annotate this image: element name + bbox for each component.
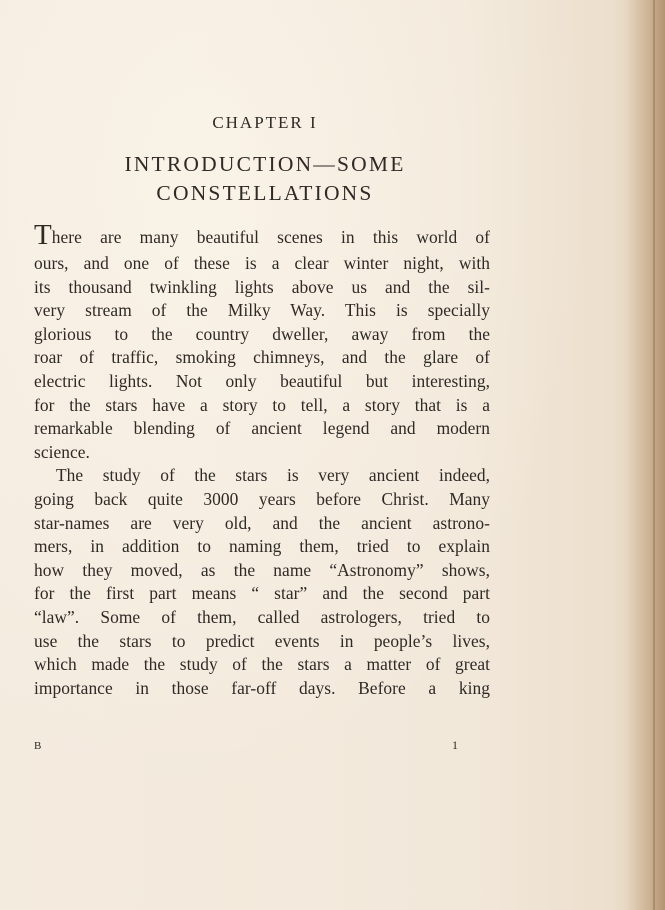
text-line: The study of the stars is very ancient indeed, [56,465,490,486]
text-line: science. [34,441,90,462]
page-edge-line [653,0,655,910]
text-line: “law”. Some of them, called astrologers, tried to [34,606,490,627]
chapter-heading: CHAPTER I [212,113,318,132]
text-line: how they moved, as the name “Astronomy” shows, [34,559,490,580]
text-line: mers, in addition to naming them, tried to explain [34,536,490,557]
text-line: going back quite 3000 years before Christ. Many [34,488,490,509]
text-line: There are many beautiful scenes in this world of [34,219,490,251]
text-line: electric lights. Not only beautiful but interesting, [34,370,490,391]
text-line: star-names are very old, and the ancient astrono- [34,512,490,533]
text-line: for the first part means “ star” and the second part [34,583,490,604]
text-line: roar of traffic, smoking chimneys, and the glare of [34,347,490,368]
text-line: which made the study of the stars a matter of great [34,654,490,675]
text-line: remarkable blending of ancient legend and modern [34,418,490,439]
chapter-title-line-2: CONSTELLATIONS [156,181,374,205]
chapter-title [0,150,530,208]
text-line: importance in those far-off days. Before a king [34,677,490,698]
page-number: 1 [452,738,458,752]
drop-cap: T [34,219,52,251]
text-line: ours, and one of these is a clear winter night, with [34,253,490,273]
text-line: glorious to the country dweller, away from the [34,323,490,344]
text-line: for the stars have a story to tell, a story that is a [34,394,490,415]
chapter-title-line-1: INTRODUCTION—SOME [124,152,406,176]
page-edge-shadow [627,0,665,910]
text-line: very stream of the Milky Way. This is specially [34,300,490,321]
signature-mark: B [34,740,42,752]
text-line: its thousand twinkling lights above us and the sil- [34,276,490,297]
text-line: use the stars to predict events in people’s lives, [34,630,490,651]
body-text [34,219,490,700]
